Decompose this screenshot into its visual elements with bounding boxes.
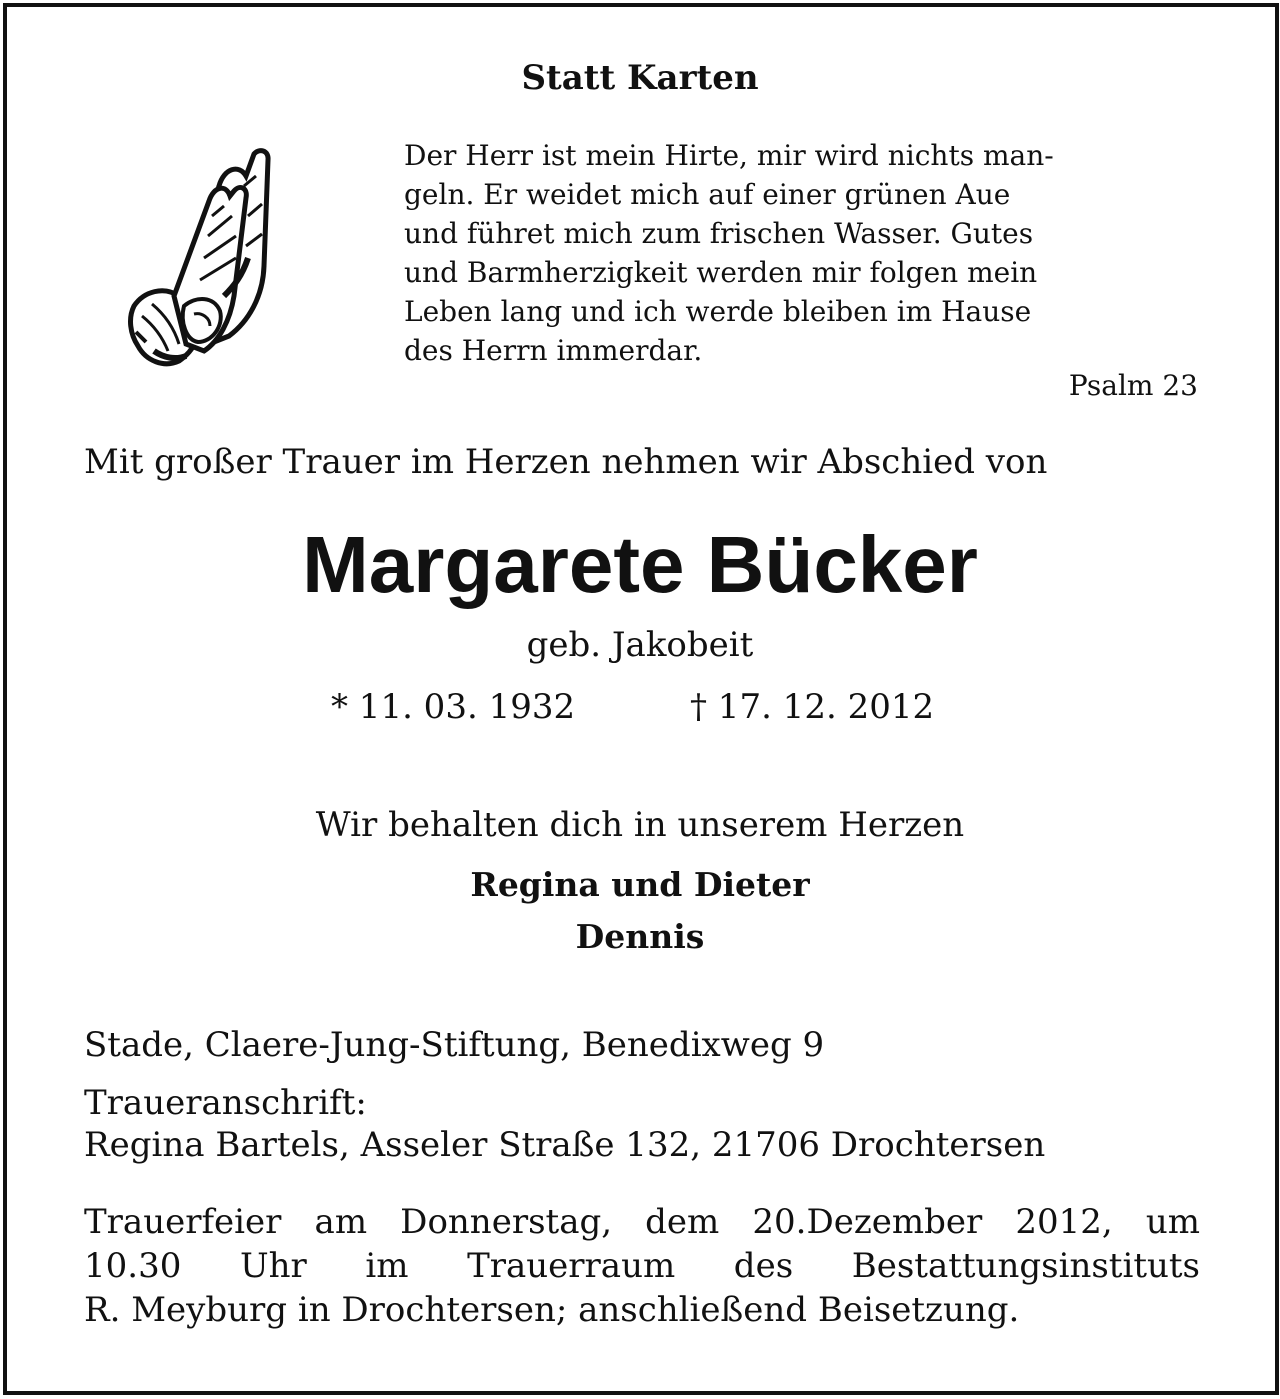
- praying-hands-icon: [124, 146, 284, 386]
- mourning-address: Regina Bartels, Asseler Straße 132, 21706 Drochtersen: [84, 1125, 1046, 1165]
- deceased-name: Margarete Bücker: [302, 520, 978, 609]
- psalm-text: [404, 136, 1198, 370]
- birth-date: * 11. 03. 1932: [331, 687, 576, 727]
- psalm-reference: Psalm 23: [1068, 369, 1198, 402]
- closing-text: Wir behalten dich in unserem Herzen: [315, 805, 965, 845]
- death-date: † 17. 12. 2012: [690, 687, 935, 727]
- maiden-name: geb. Jakobeit: [526, 625, 754, 665]
- ceremony-line: 10.30 Uhr im Trauerraum des Bestattungsinstituts: [84, 1246, 1200, 1286]
- psalm-line: Leben lang und ich werde bleiben im Hause: [404, 295, 1032, 328]
- psalm-line: und führet mich zum frischen Wasser. Gutes: [404, 217, 1034, 250]
- notice-heading: Statt Karten: [521, 58, 759, 98]
- intro-text: Mit großer Trauer im Herzen nehmen wir Abschied von: [84, 442, 1048, 482]
- ceremony-line: Trauerfeier am Donnerstag, dem 20.Dezember 2012, um: [84, 1202, 1200, 1242]
- family-names-line2: Dennis: [575, 917, 705, 956]
- ceremony-details: [84, 1200, 1200, 1332]
- family-names-line1: Regina und Dieter: [470, 865, 810, 904]
- ceremony-line: R. Meyburg in Drochtersen; anschließend Beisetzung.: [84, 1290, 1020, 1330]
- psalm-line: des Herrn immerdar.: [404, 334, 703, 367]
- psalm-line: Der Herr ist mein Hirte, mir wird nichts man-: [404, 139, 1054, 172]
- residence-address: Stade, Claere-Jung-Stiftung, Benedixweg 9: [84, 1025, 825, 1065]
- psalm-line: geln. Er weidet mich auf einer grünen Aue: [404, 178, 1011, 211]
- mourning-address-label: Traueranschrift:: [84, 1083, 367, 1123]
- psalm-line: und Barmherzigkeit werden mir folgen mein: [404, 256, 1038, 289]
